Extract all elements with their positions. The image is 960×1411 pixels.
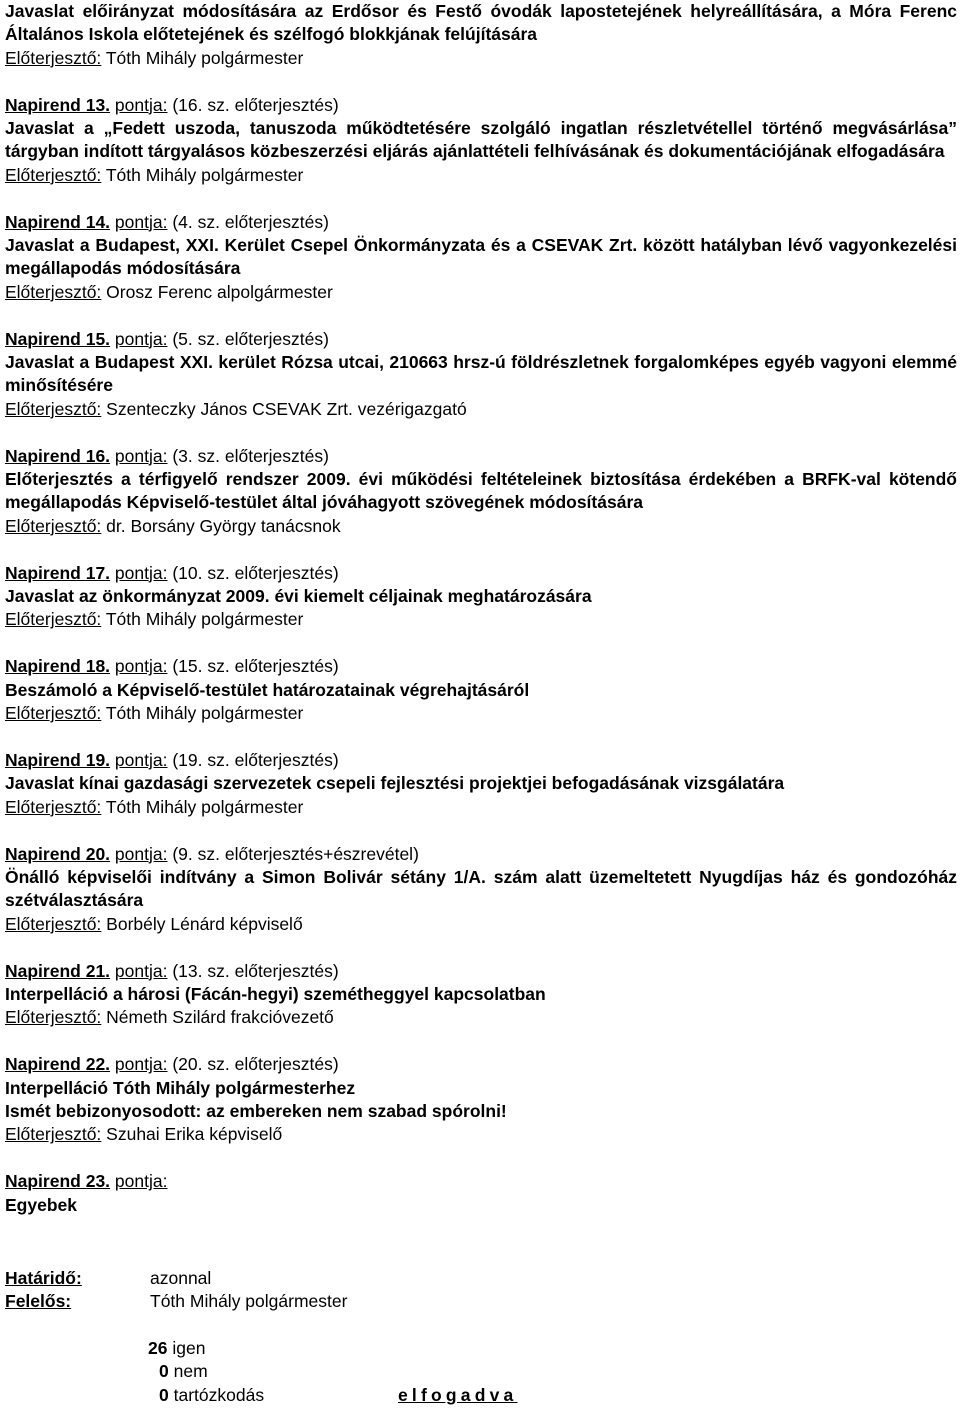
agenda-item-title: Interpelláció a hárosi (Fácán-hegyi) szemétheggyel kapcsolatban <box>5 983 546 1004</box>
agenda-item-number: Napirend 14. <box>5 211 111 232</box>
agenda-item-pontja: pontja: <box>114 960 168 981</box>
agenda-item-pontja: pontja: <box>114 445 168 466</box>
agenda-item-number: Napirend 20. <box>5 843 111 864</box>
presenter-line <box>5 398 957 421</box>
presenter-line <box>5 702 957 725</box>
agenda-item-heading <box>5 562 957 585</box>
agenda-item-number: Napirend 18. <box>5 656 111 677</box>
presenter-label: Előterjesztő: <box>5 515 102 536</box>
vote-abstain <box>159 1384 264 1407</box>
responsible-value: Tóth Mihály polgármester <box>150 1291 348 1312</box>
presenter-line <box>5 913 957 936</box>
agenda-item-pontja: pontja: <box>114 94 168 115</box>
agenda-item-title: Javaslat a Budapest, XXI. Kerület Csepel Önkormányzata és a CSEVAK Zrt. között hatályban lévő vagyonkezelési megállapodás módosítására <box>5 235 957 279</box>
presenter-name: Szuhai Erika képviselő <box>106 1124 283 1145</box>
agenda-item-reference: (9. sz. előterjesztés+észrevétel) <box>172 843 419 864</box>
agenda-item-heading <box>5 328 957 351</box>
responsible-label: Felelős: <box>5 1291 72 1312</box>
agenda-item-reference: (15. sz. előterjesztés) <box>172 656 339 677</box>
agenda-item-title: Javaslat a „Fedett uszoda, tanuszoda működtetésére szolgáló ingatlan részletvétellel történő megvásárlása” tárgyban indított tárgyalásos közbeszerzési eljárás ajánlattételi felhívásának és dokumentációjának elfogadására <box>5 118 957 162</box>
agenda-item-reference: (10. sz. előterjesztés) <box>172 562 339 583</box>
agenda-item-subtitle: Ismét bebizonyosodott: az embereken nem szabad spórolni! <box>5 1100 507 1121</box>
vote-no-label: nem <box>173 1361 208 1382</box>
agenda-item-pontja: pontja: <box>114 1171 168 1192</box>
vote-yes-label: igen <box>172 1338 206 1358</box>
presenter-name: Tóth Mihály polgármester <box>105 47 304 68</box>
agenda-item-heading <box>5 211 957 234</box>
presenter-line <box>5 281 957 304</box>
agenda-item-title: Javaslat a Budapest XXI. kerület Rózsa utcai, 210663 hrsz-ú földrészletnek forgalomképes egyéb vagyoni elemmé minősítésére <box>5 352 957 396</box>
agenda-item-reference: (13. sz. előterjesztés) <box>172 960 339 981</box>
agenda-item-number: Napirend 19. <box>5 749 111 770</box>
presenter-line <box>5 47 957 70</box>
agenda-item-heading <box>5 843 957 866</box>
deadline-label: Határidő: <box>5 1268 82 1288</box>
agenda-item-title: Javaslat előirányzat módosítására az Erdősor és Festő óvodák lapostetejének helyreállítására, a Móra Ferenc Általános Iskola előtetejének és szélfogó blokkjának felújítására <box>5 1 957 45</box>
agenda-item-heading <box>5 1170 957 1193</box>
presenter-line <box>5 1123 957 1146</box>
presenter-name: Tóth Mihály polgármester <box>105 164 304 185</box>
vote-yes-count: 26 <box>148 1338 168 1358</box>
presenter-name: Tóth Mihály polgármester <box>105 703 304 724</box>
agenda-item-number: Napirend 15. <box>5 328 111 349</box>
deadline-value: azonnal <box>150 1268 212 1288</box>
agenda-item-heading <box>5 445 957 468</box>
presenter-line <box>5 796 957 819</box>
agenda-item-reference: (4. sz. előterjesztés) <box>172 211 329 232</box>
agenda-item-pontja: pontja: <box>114 1054 168 1075</box>
agenda-item-heading <box>5 749 957 772</box>
agenda-item-pontja: pontja: <box>114 328 168 349</box>
presenter-line <box>5 164 957 187</box>
agenda-item-heading <box>5 655 957 678</box>
agenda-item-pontja: pontja: <box>114 843 168 864</box>
agenda-item-title: Javaslat az önkormányzat 2009. évi kiemelt céljainak meghatározására <box>5 586 592 607</box>
agenda-item-pontja: pontja: <box>114 656 168 677</box>
presenter-name: Orosz Ferenc alpolgármester <box>106 281 333 302</box>
agenda-item-title: Egyebek <box>5 1194 77 1215</box>
presenter-label: Előterjesztő: <box>5 703 102 724</box>
vote-abstain-count: 0 <box>159 1384 169 1405</box>
presenter-line <box>5 1006 957 1029</box>
presenter-label: Előterjesztő: <box>5 281 102 302</box>
agenda-item-pontja: pontja: <box>114 562 168 583</box>
agenda-item-title: Beszámoló a Képviselő-testület határozatainak végrehajtásáról <box>5 679 530 700</box>
agenda-item-number: Napirend 16. <box>5 445 111 466</box>
agenda-item-pontja: pontja: <box>114 749 168 770</box>
agenda-item-number: Napirend 13. <box>5 94 111 115</box>
presenter-label: Előterjesztő: <box>5 796 102 817</box>
agenda-item-pontja: pontja: <box>114 211 168 232</box>
agenda-item-number: Napirend 21. <box>5 960 111 981</box>
presenter-name: Tóth Mihály polgármester <box>105 796 304 817</box>
presenter-label: Előterjesztő: <box>5 1007 102 1028</box>
presenter-line <box>5 608 957 631</box>
responsible-row <box>5 1290 955 1313</box>
presenter-label: Előterjesztő: <box>5 164 102 185</box>
presenter-label: Előterjesztő: <box>5 609 102 630</box>
presenter-label: Előterjesztő: <box>5 47 102 68</box>
agenda-item-reference: (3. sz. előterjesztés) <box>172 445 329 466</box>
agenda-item-number: Napirend 23. <box>5 1171 111 1192</box>
deadline-row <box>5 1267 955 1290</box>
vote-yes <box>148 1337 205 1360</box>
agenda-item-heading <box>5 960 957 983</box>
presenter-name: Németh Szilárd frakcióvezető <box>106 1007 334 1028</box>
agenda-item-title: Interpelláció Tóth Mihály polgármesterhez <box>5 1077 356 1098</box>
presenter-label: Előterjesztő: <box>5 913 102 934</box>
presenter-name: Borbély Lénárd képviselő <box>106 913 303 934</box>
agenda-item-reference: (5. sz. előterjesztés) <box>172 328 329 349</box>
agenda-item-number: Napirend 17. <box>5 562 111 583</box>
agenda-item-title: Előterjesztés a térfigyelő rendszer 2009. évi működési feltételeinek biztosítása érdekében a BRFK-val kötendő megállapodás Képviselő-testület által jóváhagyott szövegének módosítására <box>5 469 957 513</box>
vote-no-count: 0 <box>159 1361 169 1382</box>
agenda-item-heading <box>5 1053 957 1076</box>
presenter-name: Tóth Mihály polgármester <box>105 609 304 630</box>
vote-abstain-label: tartózkodás <box>173 1384 265 1405</box>
document-page <box>5 0 957 1217</box>
agenda-item-reference: (20. sz. előterjesztés) <box>172 1054 339 1075</box>
presenter-name: Szenteczky János CSEVAK Zrt. vezérigazgató <box>106 398 467 419</box>
presenter-line <box>5 515 957 538</box>
vote-no <box>159 1360 208 1383</box>
agenda-item-reference: (16. sz. előterjesztés) <box>172 94 339 115</box>
agenda-item-reference: (19. sz. előterjesztés) <box>172 749 339 770</box>
presenter-label: Előterjesztő: <box>5 398 102 419</box>
resolution-result: elfogadva <box>398 1384 518 1405</box>
presenter-label: Előterjesztő: <box>5 1124 102 1145</box>
presenter-name: dr. Borsány György tanácsnok <box>106 515 341 536</box>
agenda-item-heading <box>5 94 957 117</box>
agenda-item-title: Javaslat kínai gazdasági szervezetek csepeli fejlesztési projektjei befogadásának vizsgálatára <box>5 773 785 794</box>
agenda-item-number: Napirend 22. <box>5 1054 111 1075</box>
agenda-item-title: Önálló képviselői indítvány a Simon Bolivár sétány 1/A. szám alatt üzemeltetett Nyugdíjas ház és gondozóház szétválasztására <box>5 866 957 911</box>
resolution-footer <box>5 1267 955 1314</box>
